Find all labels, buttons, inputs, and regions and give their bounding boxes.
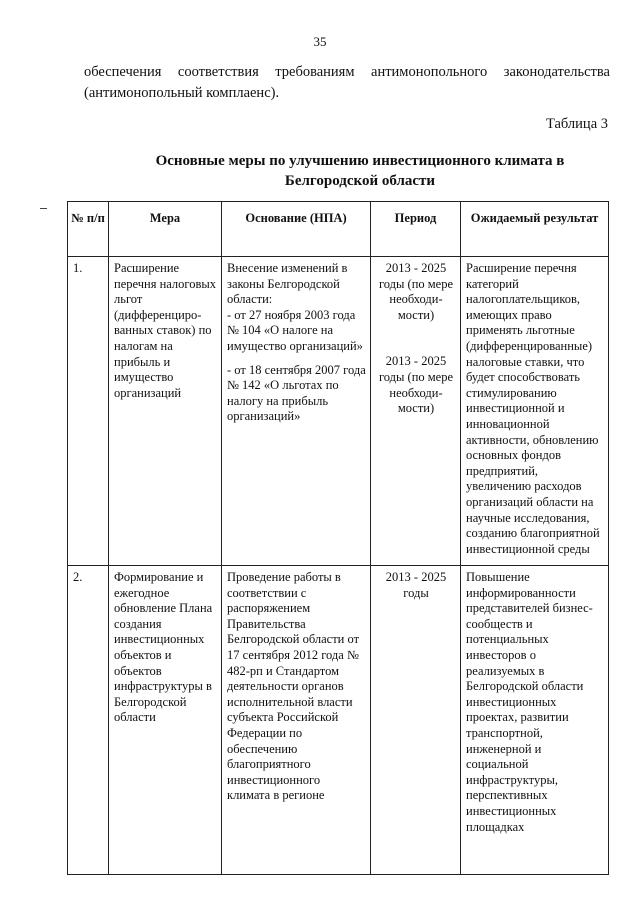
header-basis: Основание (НПА) [222, 202, 371, 257]
row-measure: Формирование и ежегодное обновление Плана создания инвестиционных объектов и объектов инфраструктуры в Белгородской области [109, 566, 222, 875]
measures-table [67, 201, 609, 875]
row-result: Повышение информированности представителей бизнес-сообществ и потенциальных инвесторов о реализуемых в Белгородской области инвестиционных проектах, развитии транспортной, инженерной и социальной инфраструктуры, перспективных инвестиционных площадках [461, 566, 609, 875]
basis-item: - от 27 ноября 2003 года № 104 «О налоге на имущество организаций» [227, 307, 363, 353]
basis-item: - от 18 сентября 2007 года № 142 «О льготах по налогу на прибыль организаций» [227, 362, 366, 424]
row-number: 1. [68, 257, 109, 566]
page-number: 35 [313, 34, 327, 49]
row-basis [222, 257, 371, 566]
row-basis: Проведение работы в соответствии с распоряжением Правительства Белгородской области от 17 сентября 2012 года № 482-рп и Стандартом деятельности органов исполнительной власти субъекта Российской Федерации по обеспечению благоприятного инвестиционного климата в регионе [222, 566, 371, 875]
intro-paragraph: обеспечения соответствия требованиям антимонопольного законодательства (антимонопольный комплаенс). [84, 64, 610, 101]
header-result: Ожидаемый результат [461, 202, 609, 257]
table-title: Основные меры по улучшению инвестиционного климата в Белгородской области [155, 153, 565, 189]
row-result: Расширение перечня категорий налогоплательщиков, имеющих право применять льготные (дифференцированные) налоговые ставки, что будет способствовать стимулированию инвестиционной и инновационной активности, обновлению основных фондов предприятий, увеличению расходов организаций области на научные исследования, созданию благоприятной инвестиционной среды [461, 257, 609, 566]
row-number: 2. [68, 566, 109, 875]
table-label: Таблица 3 [545, 116, 608, 132]
header-period: Период [371, 202, 461, 257]
table-row [68, 257, 609, 566]
margin-mark [40, 208, 47, 209]
basis-intro: Внесение изменений в законы Белгородской области: [227, 261, 348, 307]
table-header-row [68, 202, 609, 257]
header-measure: Мера [109, 202, 222, 257]
period-text: 2013 - 2025 годы (по мере необходи- мости) [378, 354, 454, 416]
row-period [371, 257, 461, 566]
row-period: 2013 - 2025 годы [371, 566, 461, 875]
row-measure: Расширение перечня налоговых льгот (дифференциро- ванных ставок) по налогам на прибыль и имущество организаций [109, 257, 222, 566]
period-text: 2013 - 2025 годы (по мере необходи- мости) [378, 261, 454, 322]
table-row [68, 566, 609, 875]
header-number: № п/п [68, 202, 109, 257]
